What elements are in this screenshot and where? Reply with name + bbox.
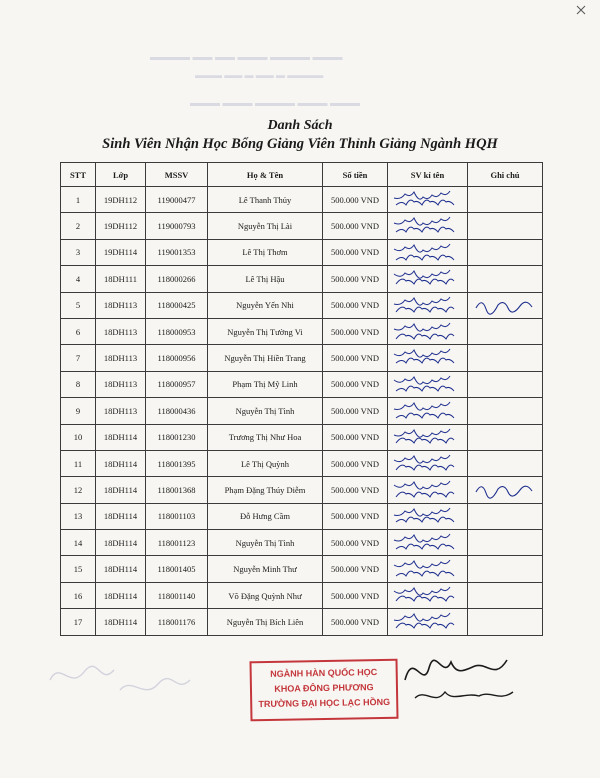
cell-mssv: 118001368	[146, 477, 208, 503]
cell-mssv: 119000793	[146, 213, 208, 239]
cell-ten: Nguyễn Thị Lài	[208, 213, 323, 239]
cell-ten: Nguyễn Yến Nhi	[208, 292, 323, 318]
note-cell	[468, 213, 543, 239]
cell-tien: 500.000 VND	[323, 530, 388, 556]
cell-tien: 500.000 VND	[323, 398, 388, 424]
cell-stt: 1	[61, 187, 96, 213]
stamp-line: KHOA ĐÔNG PHƯƠNG	[274, 682, 374, 694]
cell-stt: 14	[61, 530, 96, 556]
cell-lop: 18DH114	[96, 582, 146, 608]
cell-tien: 500.000 VND	[323, 556, 388, 582]
cell-mssv: 118001395	[146, 450, 208, 476]
cell-mssv: 118001123	[146, 530, 208, 556]
cell-lop: 19DH112	[96, 213, 146, 239]
cell-lop: 18DH113	[96, 345, 146, 371]
cell-tien: 500.000 VND	[323, 609, 388, 635]
column-header: Lớp	[96, 163, 146, 187]
handwritten-signature	[388, 451, 468, 476]
cell-lop: 18DH113	[96, 398, 146, 424]
table-row	[61, 556, 543, 582]
note-cell	[468, 556, 543, 582]
cell-mssv: 118001140	[146, 582, 208, 608]
cell-mssv: 118000956	[146, 345, 208, 371]
note-cell	[468, 239, 543, 265]
cell-stt: 9	[61, 398, 96, 424]
signature-cell	[388, 266, 468, 292]
column-header: MSSV	[146, 163, 208, 187]
column-header: STT	[61, 163, 96, 187]
table-row	[61, 424, 543, 450]
note-cell	[468, 292, 543, 318]
cell-tien: 500.000 VND	[323, 477, 388, 503]
bleed-through-text: ▬▬▬ ▬▬▬ ▬▬▬▬ ▬▬▬ ▬▬▬	[190, 98, 360, 109]
column-header: Ghi chú	[468, 163, 543, 187]
signature-cell	[388, 239, 468, 265]
handwritten-signature	[388, 556, 468, 581]
handwritten-signature	[388, 213, 468, 238]
signature-cell	[388, 213, 468, 239]
cell-mssv: 118001405	[146, 556, 208, 582]
cell-ten: Trương Thị Như Hoa	[208, 424, 323, 450]
cell-mssv: 118001103	[146, 503, 208, 529]
faculty-stamp	[249, 659, 398, 722]
table-row	[61, 266, 543, 292]
table-row	[61, 582, 543, 608]
signature-cell	[388, 424, 468, 450]
cell-ten: Nguyễn Thị Tường Vi	[208, 318, 323, 344]
note-cell	[468, 503, 543, 529]
cell-lop: 18DH114	[96, 530, 146, 556]
cell-ten: Võ Đặng Quỳnh Như	[208, 582, 323, 608]
cell-mssv: 118001230	[146, 424, 208, 450]
cell-tien: 500.000 VND	[323, 345, 388, 371]
note-cell	[468, 450, 543, 476]
cell-stt: 2	[61, 213, 96, 239]
cell-mssv: 118000957	[146, 371, 208, 397]
handwritten-note	[468, 477, 543, 502]
cell-ten: Nguyễn Thị Bích Liên	[208, 609, 323, 635]
table-row	[61, 371, 543, 397]
cell-stt: 10	[61, 424, 96, 450]
column-header: SV kí tên	[388, 163, 468, 187]
table-row	[61, 530, 543, 556]
cell-ten: Lê Thị Thơm	[208, 239, 323, 265]
cell-lop: 19DH114	[96, 239, 146, 265]
cell-ten: Lê Thị Hậu	[208, 266, 323, 292]
cell-ten: Nguyễn Thị Hiền Trang	[208, 345, 323, 371]
cell-tien: 500.000 VND	[323, 187, 388, 213]
table-row	[61, 609, 543, 635]
signature-cell	[388, 345, 468, 371]
cell-ten: Phạm Thị Mỹ Linh	[208, 371, 323, 397]
cell-mssv: 119001353	[146, 239, 208, 265]
handwritten-signature	[388, 477, 468, 502]
note-cell	[468, 582, 543, 608]
signature-cell	[388, 371, 468, 397]
handwritten-signature	[388, 372, 468, 397]
note-cell	[468, 371, 543, 397]
cell-tien: 500.000 VND	[323, 503, 388, 529]
cell-stt: 3	[61, 239, 96, 265]
stamp-line: TRƯỜNG ĐẠI HỌC LẠC HỒNG	[258, 696, 391, 710]
note-cell	[468, 187, 543, 213]
ghost-signature	[40, 650, 200, 710]
cell-mssv: 118000425	[146, 292, 208, 318]
cell-mssv: 118000436	[146, 398, 208, 424]
cell-tien: 500.000 VND	[323, 318, 388, 344]
stamp-line: NGÀNH HÀN QUỐC HỌC	[270, 667, 378, 679]
table-row	[61, 239, 543, 265]
note-cell	[468, 345, 543, 371]
cell-tien: 500.000 VND	[323, 424, 388, 450]
note-cell	[468, 318, 543, 344]
bleed-through-text: ▬▬▬ ▬▬ ▬ ▬▬ ▬ ▬▬▬▬	[195, 70, 324, 80]
cell-lop: 18DH114	[96, 556, 146, 582]
cell-stt: 6	[61, 318, 96, 344]
margin-mark	[575, 4, 587, 16]
cell-stt: 8	[61, 371, 96, 397]
cell-mssv: 118001176	[146, 609, 208, 635]
cell-tien: 500.000 VND	[323, 213, 388, 239]
signature-cell	[388, 609, 468, 635]
signature-cell	[388, 450, 468, 476]
note-cell	[468, 477, 543, 503]
cell-ten: Phạm Đặng Thúy Diễm	[208, 477, 323, 503]
page-title: Danh Sách	[267, 118, 333, 133]
note-cell	[468, 530, 543, 556]
cell-ten: Nguyễn Minh Thư	[208, 556, 323, 582]
scholarship-table	[60, 162, 543, 636]
handwritten-signature	[388, 530, 468, 555]
cell-tien: 500.000 VND	[323, 371, 388, 397]
handwritten-signature	[388, 583, 468, 608]
cell-tien: 500.000 VND	[323, 266, 388, 292]
cell-stt: 13	[61, 503, 96, 529]
note-cell	[468, 266, 543, 292]
note-cell	[468, 424, 543, 450]
table-row	[61, 213, 543, 239]
cell-stt: 11	[61, 450, 96, 476]
cell-mssv: 119000477	[146, 187, 208, 213]
table-row	[61, 318, 543, 344]
signature-cell	[388, 292, 468, 318]
page-subtitle: Sinh Viên Nhận Học Bổng Giảng Viên Thỉnh Giảng Ngành HQH	[102, 136, 498, 152]
table-row	[61, 187, 543, 213]
handwritten-signature	[388, 398, 468, 423]
signature-cell	[388, 582, 468, 608]
signature-cell	[388, 503, 468, 529]
cell-ten: Lê Thanh Thủy	[208, 187, 323, 213]
cell-lop: 18DH111	[96, 266, 146, 292]
handwritten-signature	[388, 609, 468, 634]
handwritten-signature	[388, 345, 468, 370]
cell-lop: 18DH114	[96, 424, 146, 450]
column-header: Họ & Tên	[208, 163, 323, 187]
dean-signature	[395, 640, 525, 710]
table-row	[61, 345, 543, 371]
cell-lop: 18DH114	[96, 609, 146, 635]
cell-ten: Nguyễn Thị Tình	[208, 530, 323, 556]
cell-mssv: 118000953	[146, 318, 208, 344]
cell-stt: 4	[61, 266, 96, 292]
cell-lop: 18DH114	[96, 503, 146, 529]
signature-cell	[388, 318, 468, 344]
handwritten-signature	[388, 293, 468, 318]
cell-tien: 500.000 VND	[323, 239, 388, 265]
cell-lop: 19DH112	[96, 187, 146, 213]
cell-ten: Nguyễn Thị Tình	[208, 398, 323, 424]
cell-tien: 500.000 VND	[323, 582, 388, 608]
cell-stt: 15	[61, 556, 96, 582]
cell-ten: Đỗ Hưng Cầm	[208, 503, 323, 529]
table-row	[61, 503, 543, 529]
cell-stt: 7	[61, 345, 96, 371]
cell-tien: 500.000 VND	[323, 292, 388, 318]
table-row	[61, 398, 543, 424]
cell-lop: 18DH113	[96, 292, 146, 318]
table-header-row	[61, 163, 543, 187]
table-row	[61, 292, 543, 318]
cell-tien: 500.000 VND	[323, 450, 388, 476]
cell-mssv: 118000266	[146, 266, 208, 292]
cell-stt: 12	[61, 477, 96, 503]
handwritten-signature	[388, 319, 468, 344]
signature-cell	[388, 556, 468, 582]
table-row	[61, 477, 543, 503]
cell-lop: 18DH114	[96, 450, 146, 476]
signature-cell	[388, 398, 468, 424]
cell-lop: 18DH114	[96, 477, 146, 503]
handwritten-signature	[388, 504, 468, 529]
signature-cell	[388, 477, 468, 503]
handwritten-signature	[388, 266, 468, 291]
cell-stt: 17	[61, 609, 96, 635]
cell-lop: 18DH113	[96, 318, 146, 344]
handwritten-signature	[388, 240, 468, 265]
handwritten-note	[468, 293, 543, 318]
cell-lop: 18DH113	[96, 371, 146, 397]
signature-cell	[388, 530, 468, 556]
handwritten-signature	[388, 425, 468, 450]
table-row	[61, 450, 543, 476]
column-header: Số tiền	[323, 163, 388, 187]
handwritten-signature	[388, 187, 468, 212]
note-cell	[468, 398, 543, 424]
note-cell	[468, 609, 543, 635]
bleed-through-text: ▬▬▬▬ ▬▬ ▬▬ ▬▬▬ ▬▬▬▬ ▬▬▬	[150, 52, 343, 63]
cell-stt: 5	[61, 292, 96, 318]
signature-cell	[388, 187, 468, 213]
cell-ten: Lê Thị Quỳnh	[208, 450, 323, 476]
cell-stt: 16	[61, 582, 96, 608]
